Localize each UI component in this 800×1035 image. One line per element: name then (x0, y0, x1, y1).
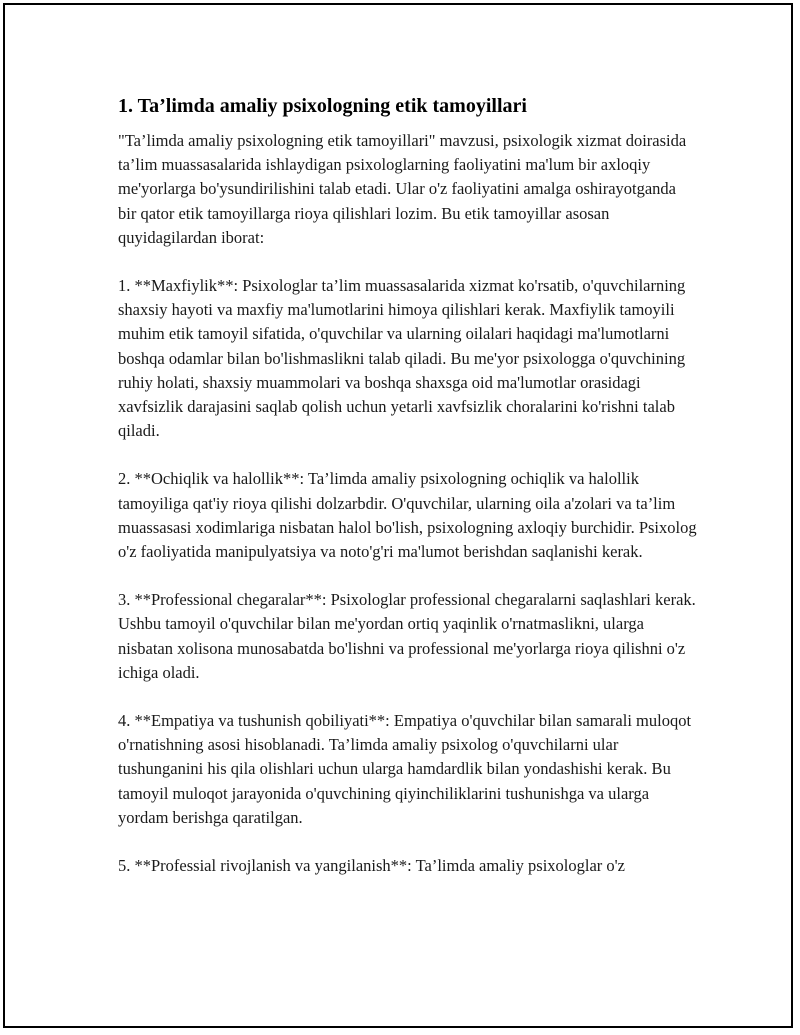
principle-professional-boundaries: 3. **Professional chegaralar**: Psixologlar professional chegaralarni saqlashlari kerak. Ushbu tamoyil o'quvchilar bilan me'yordan ortiq yaqinlik o'rnatmaslikni, ularga nisbatan xolisona munosabatda bo'lishni va professional me'yorlarga rioya qilishni o'z ichiga oladi. (118, 590, 696, 682)
principle-professional-development: 5. **Professial rivojlanish va yangilanish**: Ta’limda amaliy psixologlar o'z (118, 856, 625, 876)
section-heading: 1. Ta’limda amaliy psixologning etik tamoyillari (118, 95, 527, 117)
intro-paragraph: "Ta’limda amaliy psixologning etik tamoyillari" mavzusi, psixologik xizmat doirasida ta’lim muassasalarida ishlaydigan psixologlarning faoliyatini ma'lum bir axloqiy me'yorlarga bo'ysundirilishini talab etadi. Ular o'z faoliyatini amalga oshirayotganda bir qator etik tamoyillarga rioya qilishlari lozim. Bu etik tamoyillar asosan quyidagilardan iborat: (118, 131, 687, 247)
document-body (118, 92, 698, 902)
principle-confidentiality: 1. **Maxfiylik**: Psixologlar ta’lim muassasalarida xizmat ko'rsatib, o'quvchilarning shaxsiy hayoti va maxfiy ma'lumotlarini himoya qilishlari kerak. Maxfiylik tamoyili muhim etik tamoyil sifatida, o'quvchilar va ularning oilalari haqidagi ma'lumotlarni boshqa odamlar bilan bo'lishmaslikni talab qiladi. Bu me'yor psixologga o'quvchining ruhiy holati, shaxsiy muammolari va boshqa shaxsga oid ma'lumotlar orasidagi xavfsizlik darajasini saqlab qolish uchun yetarli xavfsizlik choralarini ko'rishni talab qiladi. (118, 276, 686, 441)
principle-openness-honesty: 2. **Ochiqlik va halollik**: Ta’limda amaliy psixologning ochiqlik va halollik tamoyiliga qat'iy rioya qilishi dolzarbdir. O'quvchilar, ularning oila a'zolari va ta’lim muassasasi xodimlariga nisbatan halol bo'lish, psixologning axloqiy burchidir. Psixolog o'z faoliyatida manipulyatsiya va noto'g'ri ma'lumot berishdan saqlanishi kerak. (118, 469, 697, 562)
principle-empathy: 4. **Empatiya va tushunish qobiliyati**: Empatiya o'quvchilar bilan samarali muloqot o'rnatishning asosi hisoblanadi. Ta’limda amaliy psixolog o'quvchilarni ular tushunganini his qila olishlari uchun ularga hamdardlik bilan yondashishi kerak. Bu tamoyil muloqot jarayonida o'quvchining qiyinchiliklarini tushunishga va ularga yordam berishga qaratilgan. (118, 711, 692, 827)
